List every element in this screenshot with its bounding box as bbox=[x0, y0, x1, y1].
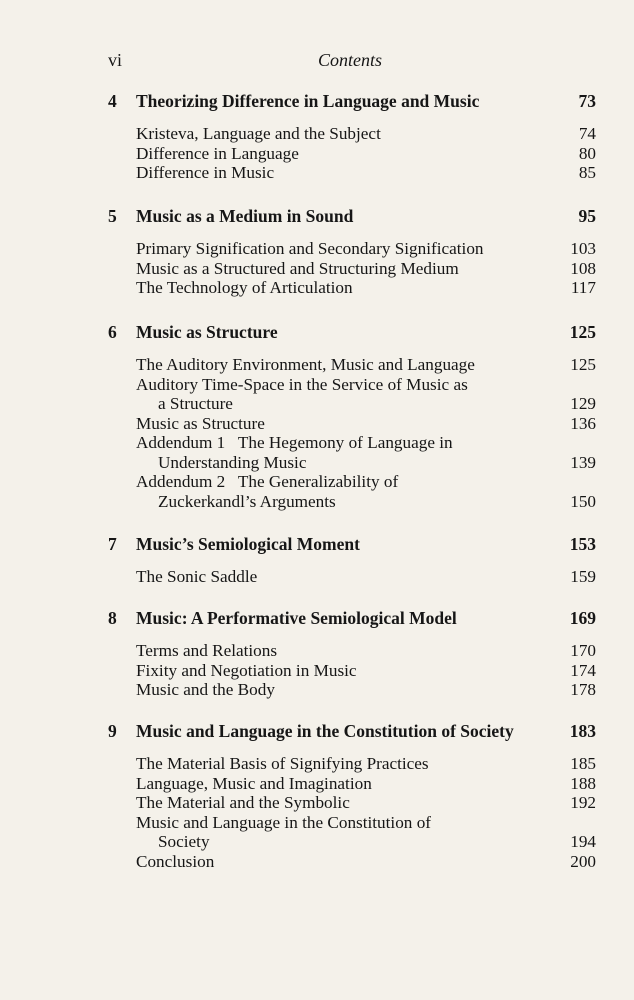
toc-entry-title bbox=[136, 680, 536, 700]
toc-entry-page-number: 150 bbox=[570, 491, 596, 511]
toc-entry-title bbox=[136, 661, 536, 681]
toc-entry bbox=[136, 239, 596, 259]
entry-line: The Sonic Saddle bbox=[136, 567, 258, 586]
toc-entry-title bbox=[136, 144, 536, 164]
toc-entry bbox=[136, 567, 596, 587]
chapter-title: Music’s Semiological Moment bbox=[136, 534, 360, 554]
chapter-title: Music as Structure bbox=[136, 322, 278, 342]
toc-entry bbox=[136, 144, 596, 164]
toc-entry bbox=[136, 278, 596, 298]
toc-entry bbox=[136, 852, 596, 872]
toc-entry bbox=[136, 472, 596, 511]
toc-entry bbox=[136, 414, 596, 434]
toc-entry bbox=[136, 433, 596, 472]
toc-entry-title bbox=[136, 774, 536, 794]
toc-entry bbox=[136, 793, 596, 813]
chapter-number: 5 bbox=[108, 206, 117, 226]
entry-line: The Material and the Symbolic bbox=[136, 793, 350, 812]
running-header bbox=[108, 50, 596, 74]
entry-continuation-line: a Structure bbox=[158, 394, 233, 413]
toc-entry bbox=[136, 813, 596, 852]
entry-line: Music as Structure bbox=[136, 413, 265, 433]
chapter-title: Music and Language in the Constitution of Society bbox=[136, 721, 514, 741]
entry-line: Addendum 2 The Generalizability of bbox=[136, 472, 399, 491]
section-list bbox=[136, 641, 596, 700]
toc-entry-page-number: 125 bbox=[570, 355, 596, 374]
toc-entry-page-number: 136 bbox=[570, 413, 596, 433]
toc-entry bbox=[136, 355, 596, 375]
chapter-page-number: 73 bbox=[578, 91, 596, 111]
chapter-page-number: 153 bbox=[569, 534, 596, 554]
toc-entry bbox=[136, 754, 596, 774]
toc-entry-page-number: 185 bbox=[570, 754, 596, 773]
toc-entry-title bbox=[136, 163, 536, 183]
toc-entry-title bbox=[136, 278, 536, 298]
chapter-heading bbox=[108, 534, 596, 555]
entry-line: Language, Music and Imagination bbox=[136, 773, 372, 793]
chapter-section bbox=[108, 608, 596, 700]
entry-line: Conclusion bbox=[136, 851, 215, 871]
toc-entry-page-number: 117 bbox=[570, 278, 596, 297]
entry-line: The Material Basis of Signifying Practices bbox=[136, 754, 429, 773]
entry-line: The Technology of Articulation bbox=[136, 278, 353, 297]
chapter-page-number: 169 bbox=[569, 608, 596, 628]
chapter-page-number: 183 bbox=[569, 721, 596, 741]
toc-entry bbox=[136, 774, 596, 794]
toc-entry-title bbox=[136, 813, 536, 852]
chapter-heading bbox=[108, 91, 596, 112]
toc-entry-page-number: 103 bbox=[570, 239, 596, 258]
chapter-page-number: 125 bbox=[569, 322, 596, 342]
entry-line: Difference in Music bbox=[136, 163, 275, 182]
toc-entry-page-number: 80 bbox=[578, 143, 596, 163]
section-list bbox=[136, 754, 596, 871]
entry-line: Music as a Structured and Structuring Medium bbox=[136, 258, 459, 278]
chapter-heading bbox=[108, 206, 596, 227]
toc-entry-title bbox=[136, 641, 536, 661]
entry-line: Terms and Relations bbox=[136, 641, 278, 660]
chapter-section bbox=[108, 206, 596, 298]
toc-entry-page-number: 188 bbox=[570, 773, 596, 793]
entry-line: Difference in Language bbox=[136, 143, 299, 163]
chapter-number: 9 bbox=[108, 721, 117, 741]
entry-line: Fixity and Negotiation in Music bbox=[136, 660, 357, 680]
toc-entry-title bbox=[136, 259, 536, 279]
toc-entry-title bbox=[136, 472, 536, 511]
chapter-section bbox=[108, 534, 596, 587]
entry-line: Addendum 1 The Hegemony of Language in bbox=[136, 433, 453, 452]
toc-entry bbox=[136, 641, 596, 661]
toc-entry-title bbox=[136, 433, 536, 472]
toc-entry-title bbox=[136, 124, 536, 144]
toc-entry bbox=[136, 259, 596, 279]
section-list bbox=[136, 239, 596, 298]
entry-line: Kristeva, Language and the Subject bbox=[136, 124, 381, 143]
entry-line: Auditory Time-Space in the Service of Music as bbox=[136, 374, 468, 394]
toc-entry bbox=[136, 661, 596, 681]
section-list bbox=[136, 124, 596, 183]
chapter-heading bbox=[108, 721, 596, 742]
chapter-title: Music: A Performative Semiological Model bbox=[136, 608, 457, 628]
chapter-title: Theorizing Difference in Language and Music bbox=[136, 91, 480, 111]
toc-entry-title bbox=[136, 567, 536, 587]
entry-line: The Auditory Environment, Music and Language bbox=[136, 355, 475, 374]
chapter-section bbox=[108, 322, 596, 511]
toc-entry-title bbox=[136, 414, 536, 434]
entry-line: Music and Language in the Constitution of bbox=[136, 812, 432, 832]
toc-entry-page-number: 74 bbox=[578, 124, 596, 143]
entry-continuation-line: Understanding Music bbox=[158, 452, 307, 472]
toc-entry-page-number: 159 bbox=[570, 567, 596, 586]
toc-entry-page-number: 194 bbox=[570, 832, 596, 851]
chapter-heading bbox=[108, 322, 596, 343]
toc-entry bbox=[136, 375, 596, 414]
toc-entry-title bbox=[136, 239, 536, 259]
toc-entry-page-number: 178 bbox=[570, 680, 596, 699]
toc-entry bbox=[136, 680, 596, 700]
chapter-number: 8 bbox=[108, 608, 117, 628]
chapter-title: Music as a Medium in Sound bbox=[136, 206, 354, 226]
entry-line: Primary Signification and Secondary Signification bbox=[136, 239, 484, 258]
chapter-page-number: 95 bbox=[578, 206, 596, 226]
running-title: Contents bbox=[318, 50, 383, 70]
entry-continuation-line: Zuckerkandl’s Arguments bbox=[158, 491, 336, 511]
toc-entry-title bbox=[136, 355, 536, 375]
page-folio: vi bbox=[108, 50, 123, 70]
toc-entry-page-number: 108 bbox=[570, 258, 596, 278]
chapter-heading bbox=[108, 608, 596, 629]
toc-entry-page-number: 129 bbox=[570, 394, 596, 413]
toc-entry-title bbox=[136, 375, 536, 414]
chapter-number: 6 bbox=[108, 322, 117, 342]
chapter-section bbox=[108, 721, 596, 871]
toc-entry-page-number: 139 bbox=[570, 452, 596, 472]
chapter-section bbox=[108, 91, 596, 183]
toc-entry-page-number: 200 bbox=[570, 851, 596, 871]
toc-entry-page-number: 170 bbox=[570, 641, 596, 660]
section-list bbox=[136, 355, 596, 511]
toc-entry-page-number: 85 bbox=[578, 163, 596, 182]
toc-entry bbox=[136, 124, 596, 144]
toc-entry bbox=[136, 163, 596, 183]
toc-entry-title bbox=[136, 793, 536, 813]
chapter-number: 7 bbox=[108, 534, 117, 554]
chapter-number: 4 bbox=[108, 91, 117, 111]
toc-entry-title bbox=[136, 852, 536, 872]
entry-continuation-line: Society bbox=[158, 832, 210, 851]
section-list bbox=[136, 567, 596, 587]
toc-entry-page-number: 192 bbox=[570, 793, 596, 812]
entry-line: Music and the Body bbox=[136, 680, 275, 699]
toc-entry-title bbox=[136, 754, 536, 774]
toc-entry-page-number: 174 bbox=[570, 660, 596, 680]
